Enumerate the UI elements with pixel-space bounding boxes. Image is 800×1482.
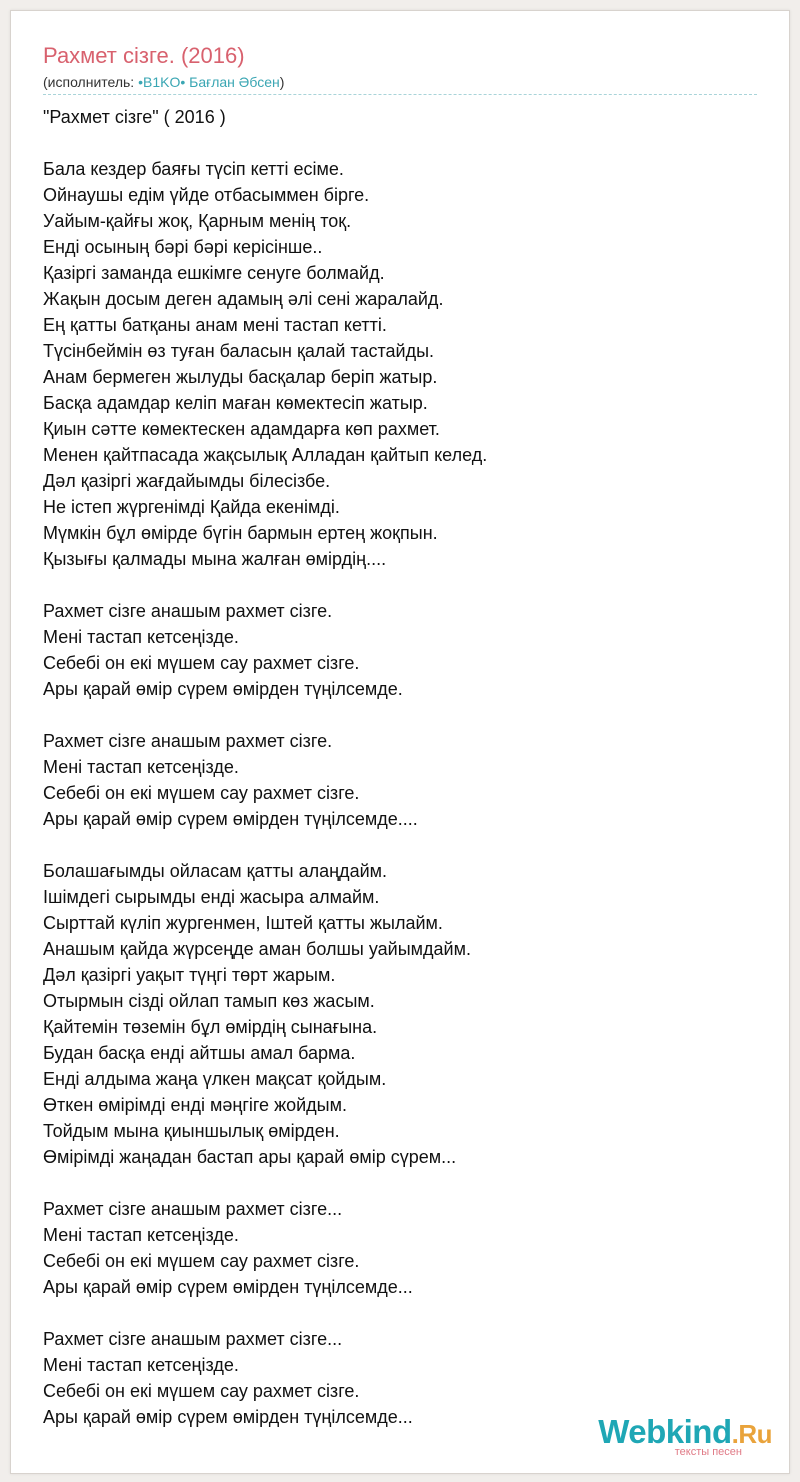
performer-suffix: ) [279,74,285,90]
performer-line [43,73,284,91]
stanza [43,1196,487,1300]
lyric-line: Тойдым мына қиыншылық өмірден. [43,1121,340,1141]
lyric-line: Енді алдыма жаңа үлкен мақсат қойдым. [43,1069,387,1089]
logo-tagline: тексты песен [674,1446,742,1458]
lyric-line: Мүмкін бұл өмірде бүгін бармын ертең жоқпын. [43,523,438,543]
stanza [43,858,487,1170]
lyric-line: Ары қарай өмір сүрем өмірден түңілсемде. [43,679,403,699]
lyric-line: Қызығы қалмады мына жалған өмірдің.... [43,549,387,569]
lyric-line: Уайым-қайғы жоқ, Қарным менің тоқ. [43,211,352,231]
lyric-line: Дәл қазіргі жағдайымды білесізбе. [43,471,331,491]
lyric-line: Рахмет сізге анашым рахмет сізге. [43,731,333,751]
site-logo[interactable] [598,1414,772,1458]
lyric-line: Мені тастап кетсеңізде. [43,757,239,777]
lyric-line: Ойнаушы едім үйде отбасыммен бірге. [43,185,370,205]
lyric-line: Себебі он екі мүшем сау рахмет сізге. [43,1381,360,1401]
lyric-line: Ең қатты батқаны анам мені тастап кетті. [43,315,387,335]
lyric-line: Себебі он екі мүшем сау рахмет сізге. [43,1251,360,1271]
stanza-gap [43,572,487,598]
lyric-line: Менен қайтпасада жақсылық Алладан қайтып келед. [43,445,488,465]
lyric-line: Қиын сәтте көмектескен адамдарға көп рахмет. [43,419,440,439]
lyric-line: Рахмет сізге анашым рахмет сізге... [43,1199,343,1219]
stanza-gap [43,702,487,728]
lyric-line: Мені тастап кетсеңізде. [43,1225,239,1245]
stanza-gap [43,1170,487,1196]
lyric-line: Себебі он екі мүшем сау рахмет сізге. [43,783,360,803]
lyric-line: Жақын досым деген адамың әлі сені жаралайд. [43,289,444,309]
artist-link[interactable]: •B1KO• Бағлан Әбсен [138,74,280,90]
lyric-line: Себебі он екі мүшем сау рахмет сізге. [43,653,360,673]
lyric-line: Ары қарай өмір сүрем өмірден түңілсемде... [43,1407,413,1427]
stanza-gap [43,832,487,858]
lyric-line: Рахмет сізге анашым рахмет сізге. [43,601,333,621]
lyric-line: Не істеп жүргенімді Қайда екенімді. [43,497,340,517]
logo-tld: .Ru [731,1419,772,1449]
lyric-line: Анам бермеген жылуды басқалар беріп жатыр. [43,367,438,387]
stanza [43,156,487,572]
logo-brand: Webkind [598,1413,732,1450]
lyric-line: Ары қарай өмір сүрем өмірден түңілсемде... [43,1277,413,1297]
lyric-line: Түсінбеймін өз туған баласын қалай тастайды. [43,341,435,361]
lyric-line: Бала кездер баяғы түсіп кетті есіме. [43,159,344,179]
stanza [43,728,487,832]
lyric-line: Өмірімді жаңадан бастап ары қарай өмір сүрем... [43,1147,457,1167]
performer-prefix: (исполнитель: [43,74,139,90]
lyric-line: Рахмет сізге анашым рахмет сізге... [43,1329,343,1349]
lyric-line: Мені тастап кетсеңізде. [43,1355,239,1375]
lyrics-heading: "Рахмет сізге" ( 2016 ) [43,107,226,127]
lyric-line: Отырмын сізді ойлап тамып көз жасым. [43,991,375,1011]
header-divider [43,94,757,95]
lyrics-body [43,104,487,1430]
stanza-gap [43,1300,487,1326]
lyric-line: Болашағымды ойласам қатты алаңдайм. [43,861,388,881]
lyric-line: Сырттай күліп жургенмен, Іштей қатты жылайм. [43,913,443,933]
stanza [43,598,487,702]
lyric-line: Басқа адамдар келіп маған көмектесіп жатыр. [43,393,428,413]
lyric-line: Ары қарай өмір сүрем өмірден түңілсемде.... [43,809,418,829]
lyric-line: Дәл қазіргі уақыт түңгі төрт жарым. [43,965,336,985]
lyric-line: Енді осының бәрі бәрі керісінше.. [43,237,323,257]
lyric-line: Анашым қайда жүрсеңде аман болшы уайымдайм. [43,939,471,959]
lyric-line: Будан басқа енді айтшы амал барма. [43,1043,356,1063]
lyric-line: Қазіргі заманда ешкімге сенуге болмайд. [43,263,385,283]
lyric-line: Өткен өмірімді енді мәңгіге жойдым. [43,1095,347,1115]
stanza [43,1326,487,1430]
lyric-line: Мені тастап кетсеңізде. [43,627,239,647]
lyric-line: Қайтемін төземін бұл өмірдің сынағына. [43,1017,378,1037]
song-title: Рахмет сізге. (2016) [43,43,245,68]
lyric-line: Ішімдегі сырымды енді жасыра алмайм. [43,887,380,907]
stanza-gap [43,130,487,156]
